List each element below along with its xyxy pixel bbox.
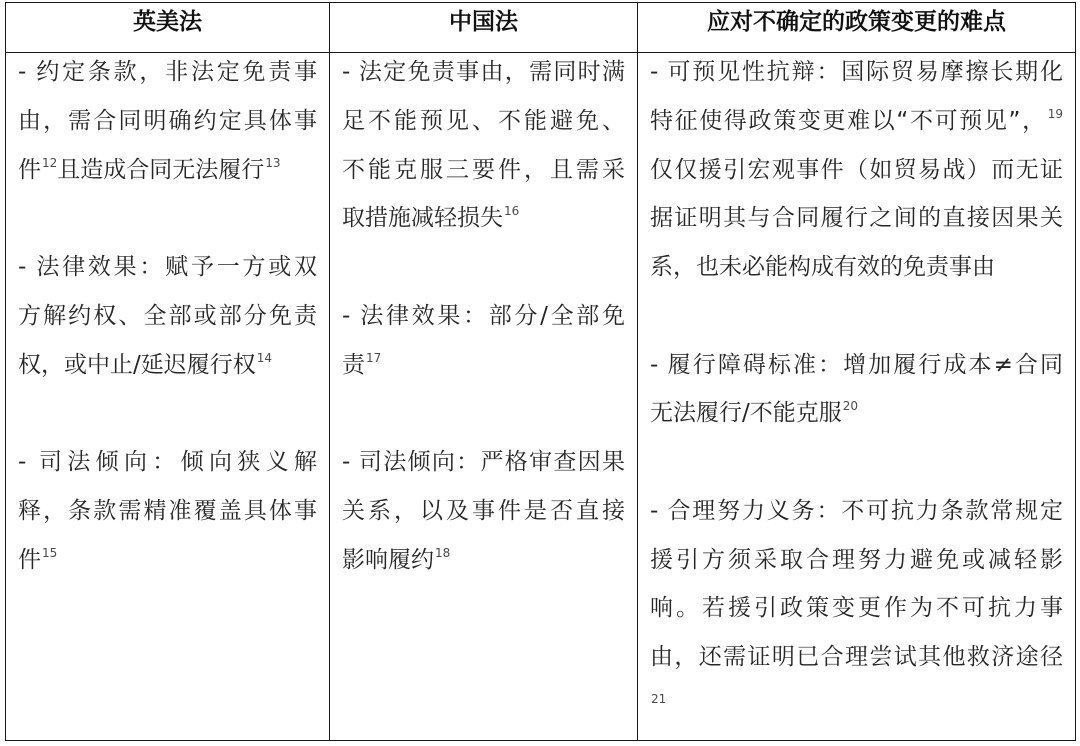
footnote-ref-13: 13	[265, 155, 281, 170]
text-line	[650, 536, 1063, 585]
line-text: 关系，以及事件是否直接	[342, 497, 625, 524]
line-text: - 可预见性抗辩：国际贸易摩擦长期化	[650, 59, 1063, 85]
line-text: 据证明其与合同履行之间的直接因果关	[650, 205, 1063, 232]
column-common-law	[6, 3, 329, 740]
text-line	[18, 292, 317, 341]
line-text: 援引方须采取合理努力避免或减轻影	[650, 546, 1063, 573]
line-text: 取措施减轻损失	[342, 205, 503, 232]
paragraph-agreed-clause	[18, 48, 317, 194]
line-text: - 履行障碍标准：增加履行成本≠合同	[650, 351, 1063, 378]
text-line	[650, 341, 1063, 390]
line-text: 足不能预见、不能避免、	[342, 107, 625, 134]
text-line	[18, 487, 317, 536]
line-text: - 约定条款，非法定免责事	[18, 59, 317, 85]
text-line	[650, 633, 1063, 682]
header-policy-change-difficulties: 应对不确定的政策变更的难点	[638, 3, 1075, 53]
line-text: 件	[18, 156, 41, 183]
footnote-ref-17: 17	[366, 350, 382, 365]
paragraph-reasonable-efforts-duty	[650, 487, 1063, 731]
text-line	[650, 48, 1063, 97]
line-text: - 法律效果：部分/全部免	[342, 302, 625, 329]
text-line	[650, 682, 1063, 731]
text-line	[18, 536, 317, 585]
text-line	[18, 438, 317, 487]
column-chinese-law	[329, 3, 637, 740]
line-text: - 合理努力义务：不可抗力条款常规定	[650, 497, 1063, 524]
text-line	[650, 97, 1063, 146]
line-text: 权，或中止/延迟履行权	[18, 351, 256, 378]
line-text: 特征使得政策变更难以“不可预见”，	[650, 107, 1047, 134]
text-line	[342, 48, 625, 97]
line-text: 影响履约	[342, 546, 434, 573]
line-text: 不能克服三要件，且需采	[342, 156, 625, 183]
paragraph-foreseeability-defense	[650, 48, 1063, 292]
line-text: 由，还需证明已合理尝试其他救济途径	[650, 644, 1063, 670]
text-line	[650, 194, 1063, 243]
text-line	[18, 341, 317, 390]
footnote-ref-19: 19	[1047, 106, 1063, 121]
footnote-ref-14: 14	[256, 350, 273, 365]
paragraph-legal-effect	[342, 292, 625, 390]
cell-policy-change-difficulties	[638, 53, 1075, 740]
column-policy-change-difficulties	[637, 3, 1075, 740]
footnote-ref-20: 20	[842, 399, 859, 414]
text-line	[18, 97, 317, 146]
line-text: - 司法倾向：倾向狭义解	[18, 449, 317, 475]
paragraph-legal-effect	[18, 243, 317, 389]
text-line	[18, 146, 317, 195]
footnote-ref-18: 18	[435, 545, 451, 560]
text-line	[342, 536, 625, 585]
text-line	[342, 292, 625, 341]
footnote-ref-21: 21	[651, 691, 667, 706]
line-text: 件	[18, 546, 41, 573]
line-text: - 法定免责事由，需同时满	[342, 59, 625, 85]
text-line	[650, 146, 1063, 195]
line-text: 且造成合同无法履行	[57, 156, 265, 183]
text-line	[342, 194, 625, 243]
line-text: 方解约权、全部或部分免责	[18, 302, 317, 329]
paragraph-performance-obstacle-standard	[650, 341, 1063, 439]
line-text: - 法律效果：赋予一方或双	[18, 254, 317, 280]
line-text: 由，需合同明确约定具体事	[18, 107, 317, 134]
text-line	[342, 97, 625, 146]
text-line	[342, 146, 625, 195]
text-line	[342, 487, 625, 536]
text-line	[18, 48, 317, 97]
text-line	[18, 243, 317, 292]
paragraph-statutory-exemption	[342, 48, 625, 243]
paragraph-judicial-tendency	[342, 438, 625, 584]
footnote-ref-15: 15	[42, 545, 58, 560]
paragraph-judicial-tendency	[18, 438, 317, 584]
header-common-law: 英美法	[6, 3, 329, 53]
text-line	[342, 341, 625, 390]
line-text: 无法履行/不能克服	[650, 400, 842, 427]
footnote-ref-12: 12	[42, 155, 58, 170]
cell-chinese-law	[330, 53, 637, 740]
comparison-table	[5, 2, 1076, 741]
line-text: 释，条款需精准覆盖具体事	[18, 497, 317, 524]
cell-common-law	[6, 53, 329, 740]
line-text: 仅仅援引宏观事件（如贸易战）而无证	[650, 156, 1063, 183]
footnote-ref-16: 16	[504, 204, 520, 219]
text-line	[650, 389, 1063, 438]
header-chinese-law: 中国法	[330, 3, 637, 53]
text-line	[342, 438, 625, 487]
line-text: 系，也未必能构成有效的免责事由	[650, 254, 995, 280]
line-text: 响。若援引政策变更作为不可抗力事	[650, 595, 1063, 622]
text-line	[650, 243, 1063, 292]
text-line	[650, 487, 1063, 536]
text-line	[650, 584, 1063, 633]
line-text: 责	[342, 351, 365, 378]
line-text: - 司法倾向：严格审查因果	[342, 449, 625, 475]
